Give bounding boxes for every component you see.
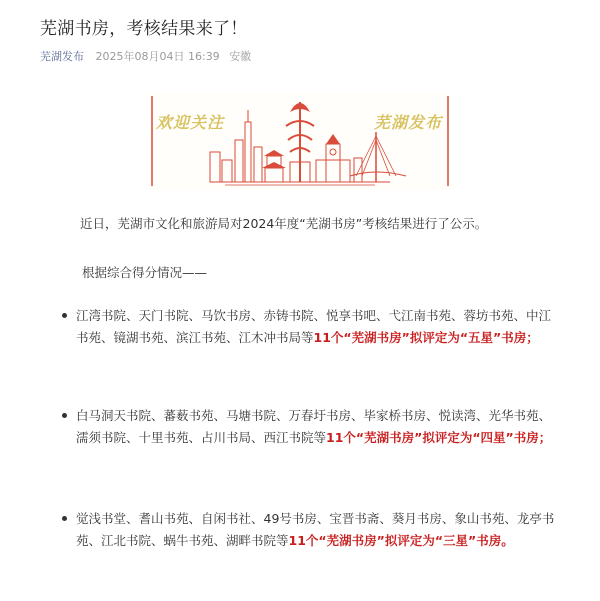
- list-item-highlight: 11个“芜湖书房”拟评定为“五星”书房；: [313, 330, 539, 345]
- rating-list: [62, 508, 562, 552]
- city-skyline-illustration: [150, 92, 450, 190]
- list-item-text: 觉浅书堂、耆山书苑、自闲书社、49号书房、宝晋书斋、葵月书房、象山书苑、龙亭书苑、江北书院、蜗牛书苑、湖畔书院等: [76, 511, 555, 548]
- rating-list: [62, 405, 562, 449]
- list-item: [62, 405, 562, 449]
- list-item-text: 白马洞天书院、蕃薮书苑、马塘书院、万春圩书房、毕家桥书房、悦读湾、光华书苑、濡须书院、十里书苑、占川书局、西江书院等: [76, 408, 552, 445]
- account-name-link[interactable]: 芜湖发布: [40, 50, 84, 63]
- banner-brand-text: 芜湖发布: [373, 113, 442, 132]
- publish-date: 2025年08月04日 16:39: [95, 50, 220, 63]
- intro-paragraph: 近日，芜湖市文化和旅游局对2024年度“芜湖书房”考核结果进行了公示。: [80, 216, 488, 231]
- list-item: [62, 305, 562, 349]
- article-meta: [40, 48, 251, 64]
- rating-list: [62, 305, 562, 349]
- banner-welcome-text: 欢迎关注: [156, 113, 225, 132]
- article-title: 芜湖书房，考核结果来了！: [40, 19, 248, 39]
- publish-location: 安徽: [229, 50, 252, 63]
- article-banner-image: [150, 92, 450, 190]
- list-item-text: 江湾书院、天门书院、马饮书房、赤铸书院、悦享书吧、弋江南书苑、蓉坊书苑、中江书苑、镜湖书苑、滨江书苑、江木冲书局等: [76, 308, 552, 345]
- list-item-highlight: 11个“芜湖书房”拟评定为“三星”书房。: [288, 533, 514, 548]
- list-item: [62, 508, 562, 552]
- list-item-highlight: 11个“芜湖书房”拟评定为“四星”书房；: [326, 430, 552, 445]
- lead-paragraph: 根据综合得分情况——: [82, 265, 208, 280]
